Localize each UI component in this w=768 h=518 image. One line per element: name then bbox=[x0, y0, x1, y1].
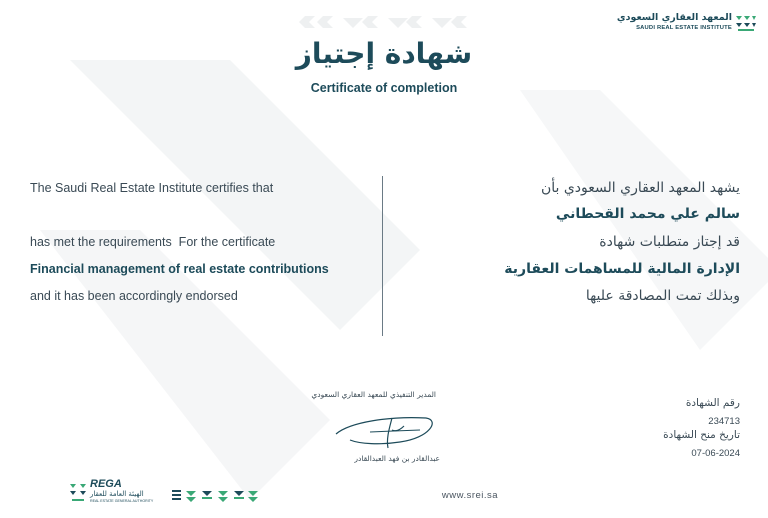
rega-arabic: الهيئة العامة للعقار bbox=[90, 490, 144, 498]
rega-logo bbox=[68, 478, 178, 508]
arabic-line-requirements: قد إجتاز متطلبات شهادة bbox=[599, 234, 740, 250]
english-line-endorsed: and it has been accordingly endorsed bbox=[30, 289, 238, 303]
title-arabic: شهادة إجتياز bbox=[295, 37, 473, 70]
srei-logo bbox=[616, 10, 760, 36]
signatory-title: المدير التنفيذي للمعهد العقاري السعودي bbox=[311, 390, 436, 399]
rega-emblem-icon bbox=[68, 480, 88, 504]
certificate-number-label: رقم الشهادة bbox=[685, 397, 740, 409]
english-course-name: Financial management of real estate contributions bbox=[30, 262, 329, 276]
arabic-course-name: الإدارة المالية للمساهمات العقارية bbox=[504, 261, 740, 277]
srei-logo-arabic: المعهد العقاري السعودي bbox=[616, 12, 732, 23]
srei-logo-english: SAUDI REAL ESTATE INSTITUTE bbox=[636, 25, 732, 31]
english-line-certifies: The Saudi Real Estate Institute certifies that bbox=[30, 181, 274, 195]
arabic-line-endorsed: وبذلك تمت المصادقة عليها bbox=[585, 288, 740, 304]
rega-name: REGA bbox=[90, 478, 122, 490]
handwritten-signature bbox=[330, 408, 440, 456]
certificate-date-value: 07-06-2024 bbox=[691, 448, 740, 459]
rega-english: REAL ESTATE GENERAL AUTHORITY bbox=[90, 499, 154, 503]
footer-chevron-pattern bbox=[172, 489, 260, 503]
srei-emblem-icon bbox=[734, 12, 758, 34]
center-divider bbox=[382, 176, 383, 336]
certificate-date-label: تاريخ منح الشهادة bbox=[663, 429, 740, 441]
signatory-name: عبدالقادر بن فهد العبدالقادر bbox=[354, 454, 440, 463]
arabic-recipient-name: سالم علي محمد القحطاني bbox=[555, 206, 740, 222]
english-line-requirements: has met the requirements For the certificate bbox=[30, 235, 276, 249]
website-link[interactable]: www.srei.sa bbox=[441, 490, 499, 501]
title-english: Certificate of completion bbox=[310, 81, 458, 95]
arabic-line-certifies: يشهد المعهد العقاري السعودي بأن bbox=[540, 180, 740, 196]
certificate-number-value: 234713 bbox=[708, 416, 740, 427]
